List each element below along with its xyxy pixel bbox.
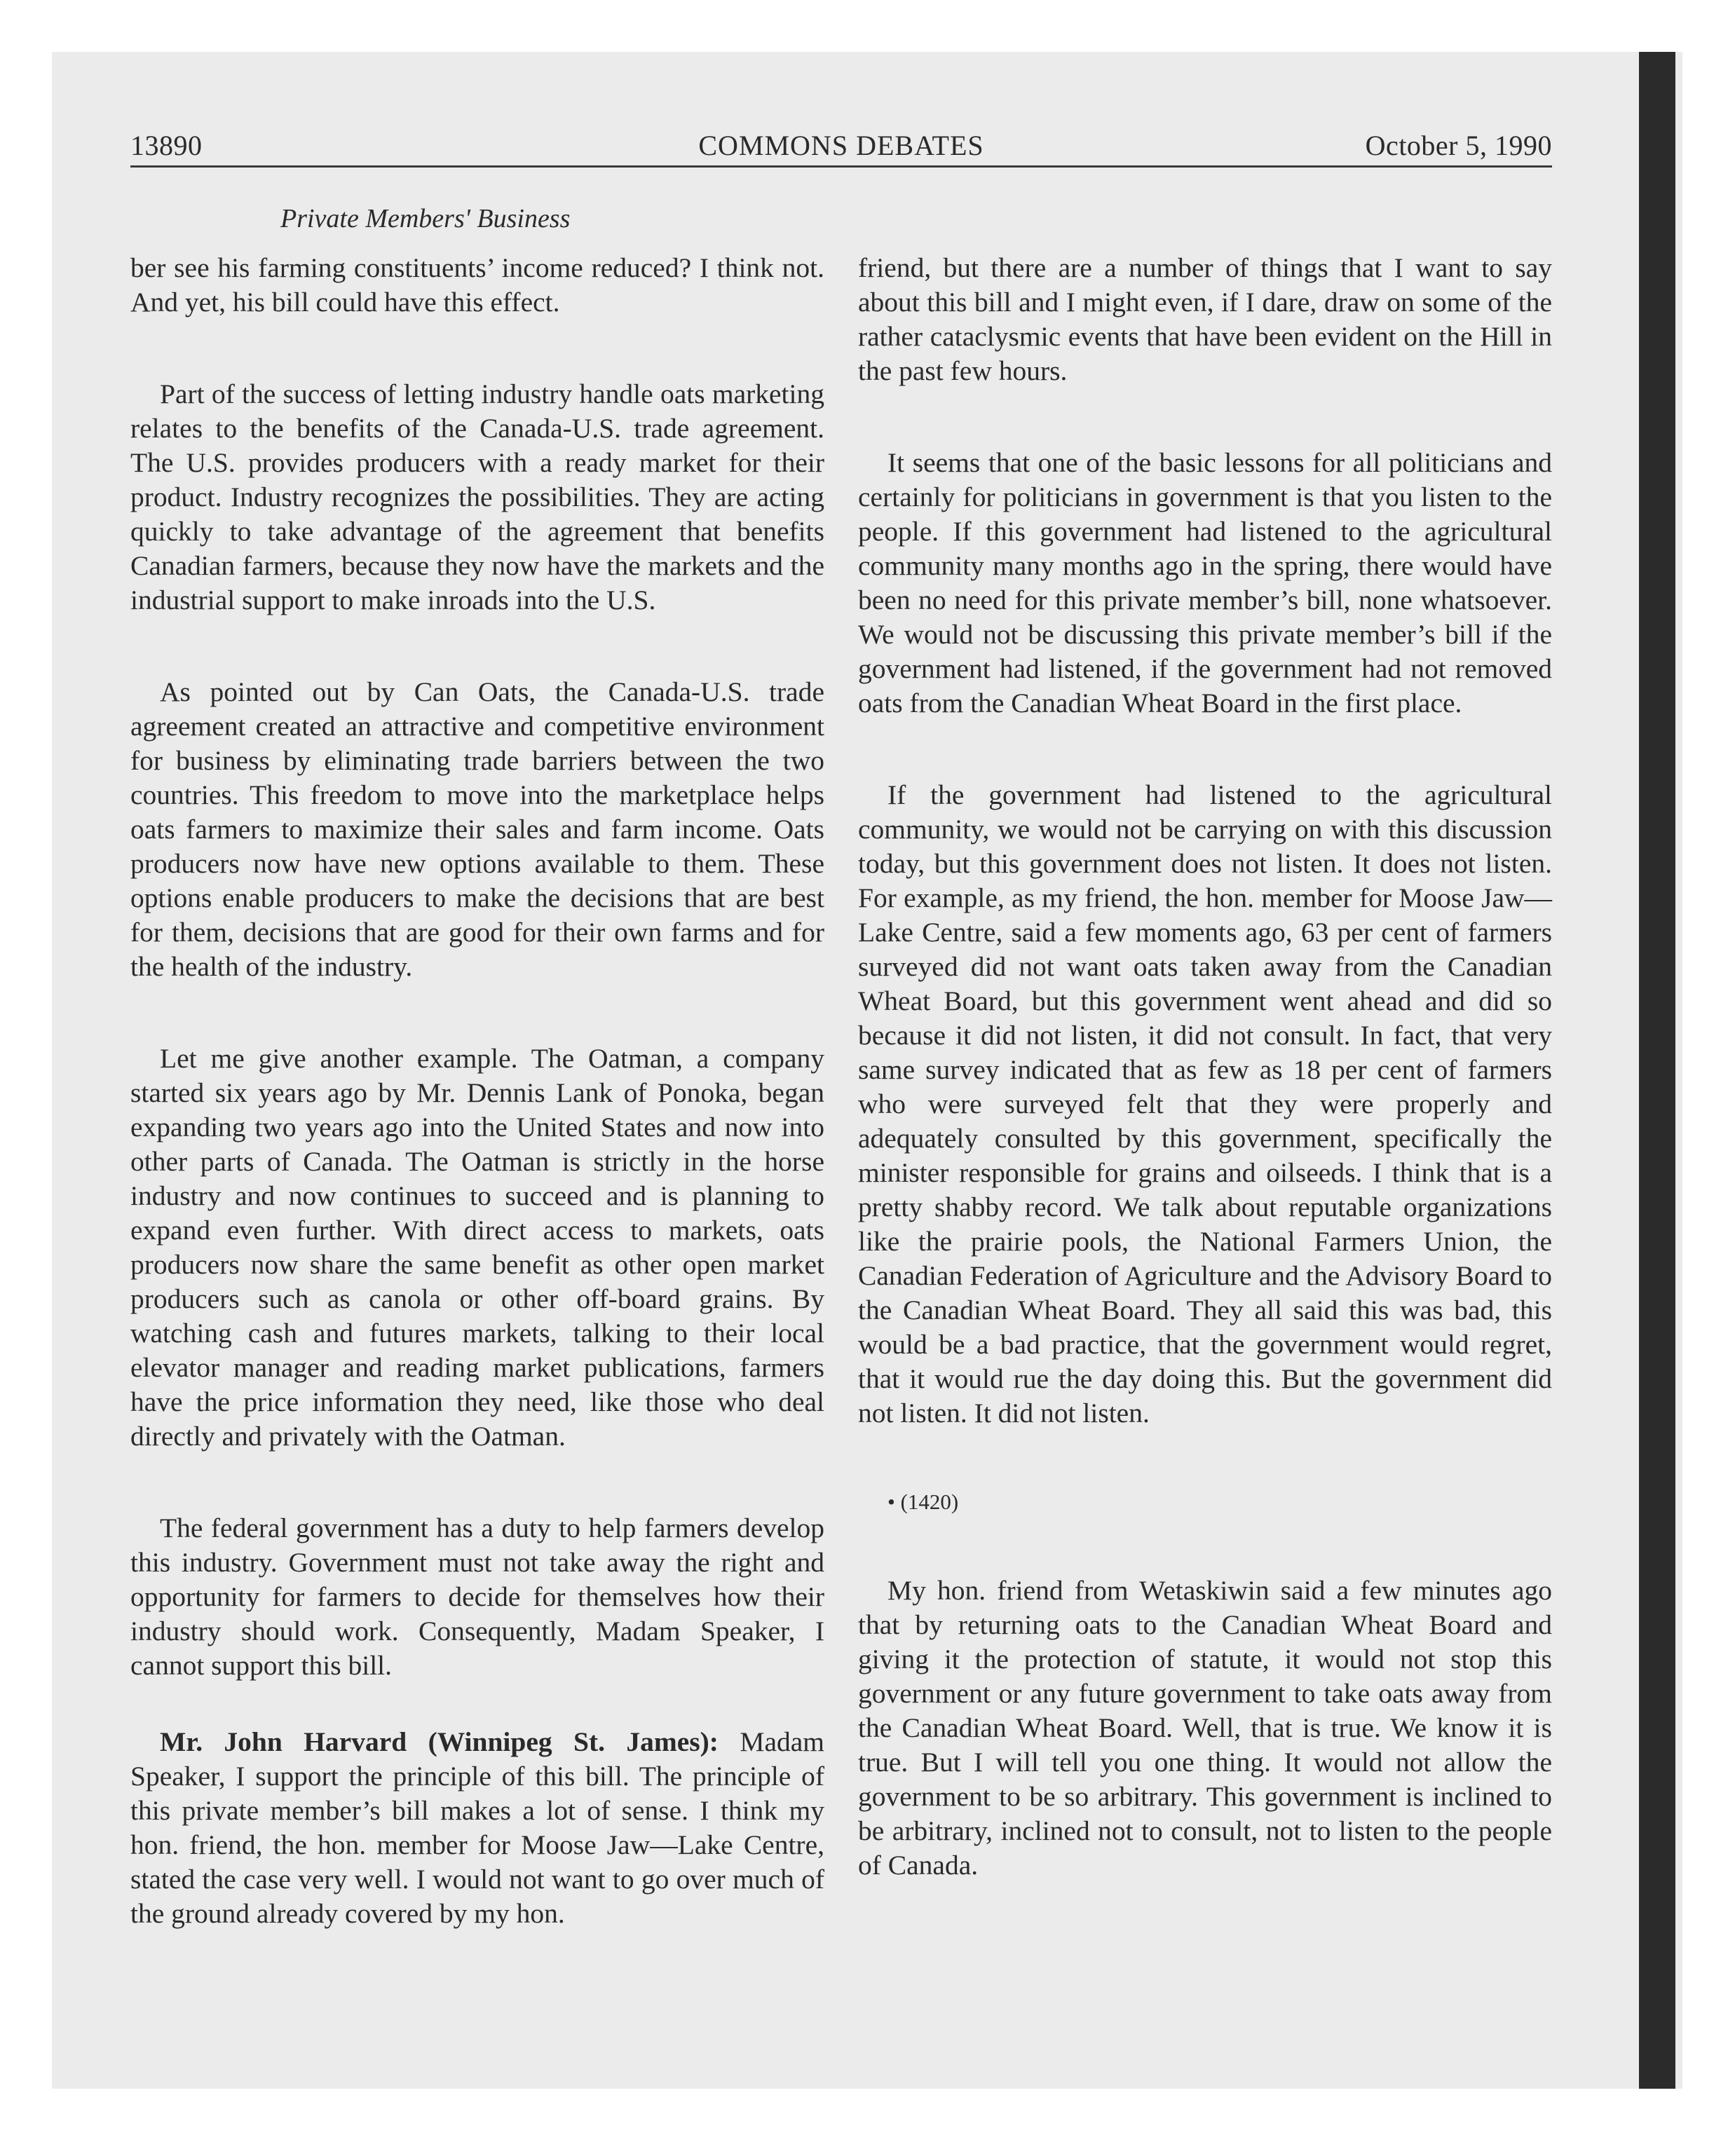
paragraph: Part of the success of letting industry handle oats marketing relates to the benefits of the Canada-U.S. trade agreement. The U.S. provides producers with a ready market for their product. Industry recognizes the possibilities. They are acting quickly to take advantage of the agreement that benefits Canadian farmers, because they now have the markets and the industrial support to make inroads into the U.S. xyxy=(130,378,824,615)
left-column xyxy=(130,251,824,1988)
speech-paragraph xyxy=(130,1725,824,1931)
scan-edge-bar xyxy=(1639,52,1675,2089)
section-label: Private Members' Business xyxy=(280,204,571,233)
page-header xyxy=(130,123,1552,168)
speaker-name: Mr. John Harvard (Winnipeg St. James): xyxy=(160,1726,719,1757)
paragraph: If the government had listened to the agricultural community, we would not be carrying on with this discussion today, but this government does not listen. It does not listen. For example, as my friend, the hon. member for Moose Jaw—Lake Centre, said a few moments ago, 63 per cent of farmers surveyed did not want oats taken away from the Canadian Wheat Board, but this government went ahead and did so because it did not listen, it did not consult. In fact, that very same survey indicated that as few as 18 per cent of farmers who were surveyed felt that they were properly and adequately consulted by this government, specifically the minister responsible for grains and oilseeds. I think that is a pretty shabby record. We talk about reputable organizations like the prairie pools, the National Farmers Union, the Canadian Federation of Agriculture and the Advisory Board to the Canadian Wheat Board. They all said this was bad, this would be a bad practice, that the government would regret, that it would rue the day doing this. But the government did not listen. It did not listen. xyxy=(858,779,1552,1428)
paragraph: friend, but there are a number of things that I want to say about this bill and I might even, if I dare, draw on some of the rather cataclysmic events that have been evident on the Hill in the past few hours. xyxy=(858,252,1552,386)
paragraph: As pointed out by Can Oats, the Canada-U.S. trade agreement created an attractive and competitive environment for business by eliminating trade barriers between the two countries. This freedom to move into the marketplace helps oats farmers to maximize their sales and farm income. Oats producers now have new options available to them. These options enable producers to make the decisions that are best for them, decisions that are good for their own farms and for the health of the industry. xyxy=(130,676,824,982)
page-date: October 5, 1990 xyxy=(1365,130,1552,161)
right-column xyxy=(858,251,1552,1940)
timestamp: • (1420) xyxy=(887,1489,959,1514)
paragraph: It seems that one of the basic lessons for all politicians and certainly for politicians in government is that you listen to the people. If this government had listened to the agricultural community many months ago in the spring, there would have been no need for this private member’s bill, none whatsoever. We would not be discussing this private member’s bill if the government had listened, if the government had not removed oats from the Canadian Wheat Board in the first place. xyxy=(858,447,1552,718)
speech-text: Madam Speaker, I support the principle of this bill. The principle of this private member’s bill makes a lot of sense. I think my hon. friend, the hon. member for Moose Jaw—Lake Centre, stated the case very well. I would not want to go over much of the ground already covered by my hon. xyxy=(130,1726,824,1929)
paragraph: Let me give another example. The Oatman, a company started six years ago by Mr. Dennis Lank of Ponoka, began expanding two years ago into the United States and now into other parts of Canada. The Oatman is strictly in the horse industry and now continues to succeed and is planning to expand even further. With direct access to markets, oats producers now share the same benefit as other open market producers such as canola or other off-board grains. By watching cash and futures markets, talking to their local elevator manager and reading market publications, farmers have the price information they need, like those who deal directly and privately with the Oatman. xyxy=(130,1043,824,1452)
page-number: 13890 xyxy=(130,130,203,161)
paragraph: The federal government has a duty to help farmers develop this industry. Government must not take away the right and opportunity for farmers to decide for themselves how their industry should work. Consequently, Madam Speaker, I cannot support this bill. xyxy=(130,1513,824,1681)
journal-title: COMMONS DEBATES xyxy=(698,130,984,161)
paragraph: ber see his farming constituents’ income reduced? I think not. And yet, his bill could have this effect. xyxy=(130,252,824,318)
paragraph: My hon. friend from Wetaskiwin said a few minutes ago that by returning oats to the Canadian Wheat Board and giving it the protection of statute, it would not stop this government or any future government to take oats away from the Canadian Wheat Board. Well, that is true. We know it is true. But I will tell you one thing. It would not allow the government to be so arbitrary. This government is inclined to be arbitrary, inclined not to consult, not to listen to the people of Canada. xyxy=(858,1575,1552,1881)
